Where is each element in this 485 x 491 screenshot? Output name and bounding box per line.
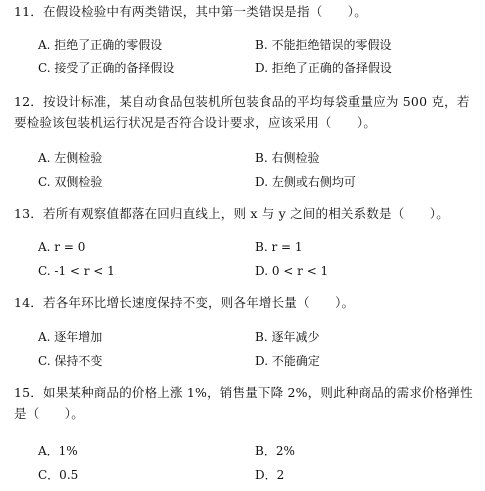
question-15-option-d: D．2 — [255, 468, 285, 482]
question-13-option-a: A. r = 0 — [38, 240, 86, 254]
question-11-option-d: D. 拒绝了正确的备择假设 — [255, 61, 392, 75]
question-14-option-a: A. 逐年增加 — [38, 330, 103, 344]
question-13-option-b: B. r = 1 — [255, 240, 303, 254]
question-13-option-c: C. -1 < r < 1 — [38, 264, 115, 278]
question-11-option-a: A. 拒绝了正确的零假设 — [38, 38, 163, 52]
question-11-option-c: C. 接受了正确的备择假设 — [38, 61, 175, 75]
question-11-text: 11．在假设检验中有两类错误，其中第一类错误是指（ ）。 — [14, 4, 367, 19]
question-15-text: 15．如果某种商品的价格上涨 1%，销售量下降 2%，则此种商品的需求价格弹性是（ ）。 — [14, 385, 473, 421]
question-11-option-b: B. 不能拒绝错误的零假设 — [255, 38, 392, 52]
question-13-text: 13．若所有观察值都落在回归直线上，则 x 与 y 之间的相关系数是（ ）。 — [14, 206, 449, 221]
question-13-option-d: D. 0 < r < 1 — [255, 264, 329, 278]
question-14-option-d: D. 不能确定 — [255, 354, 320, 368]
question-14-option-c: C. 保持不变 — [38, 354, 103, 368]
question-15-option-a: A．1% — [38, 444, 78, 458]
question-14-option-b: B. 逐年减少 — [255, 330, 320, 344]
question-15-option-c: C．0.5 — [38, 468, 79, 482]
question-12-option-c: C. 双侧检验 — [38, 175, 103, 189]
question-12-text: 12．按设计标准，某自动食品包装机所包装食品的平均每袋重量应为 500 克，若要检验该包装机运行状况是否符合设计要求，应该采用（ ）。 — [14, 94, 470, 130]
question-12-option-d: D. 左侧或右侧均可 — [255, 175, 356, 189]
question-14-text: 14．若各年环比增长速度保持不变，则各年增长量（ ）。 — [14, 295, 355, 310]
question-12-option-b: B. 右侧检验 — [255, 151, 320, 165]
question-15-option-b: B．2% — [255, 444, 295, 458]
question-12-option-a: A. 左侧检验 — [38, 151, 103, 165]
